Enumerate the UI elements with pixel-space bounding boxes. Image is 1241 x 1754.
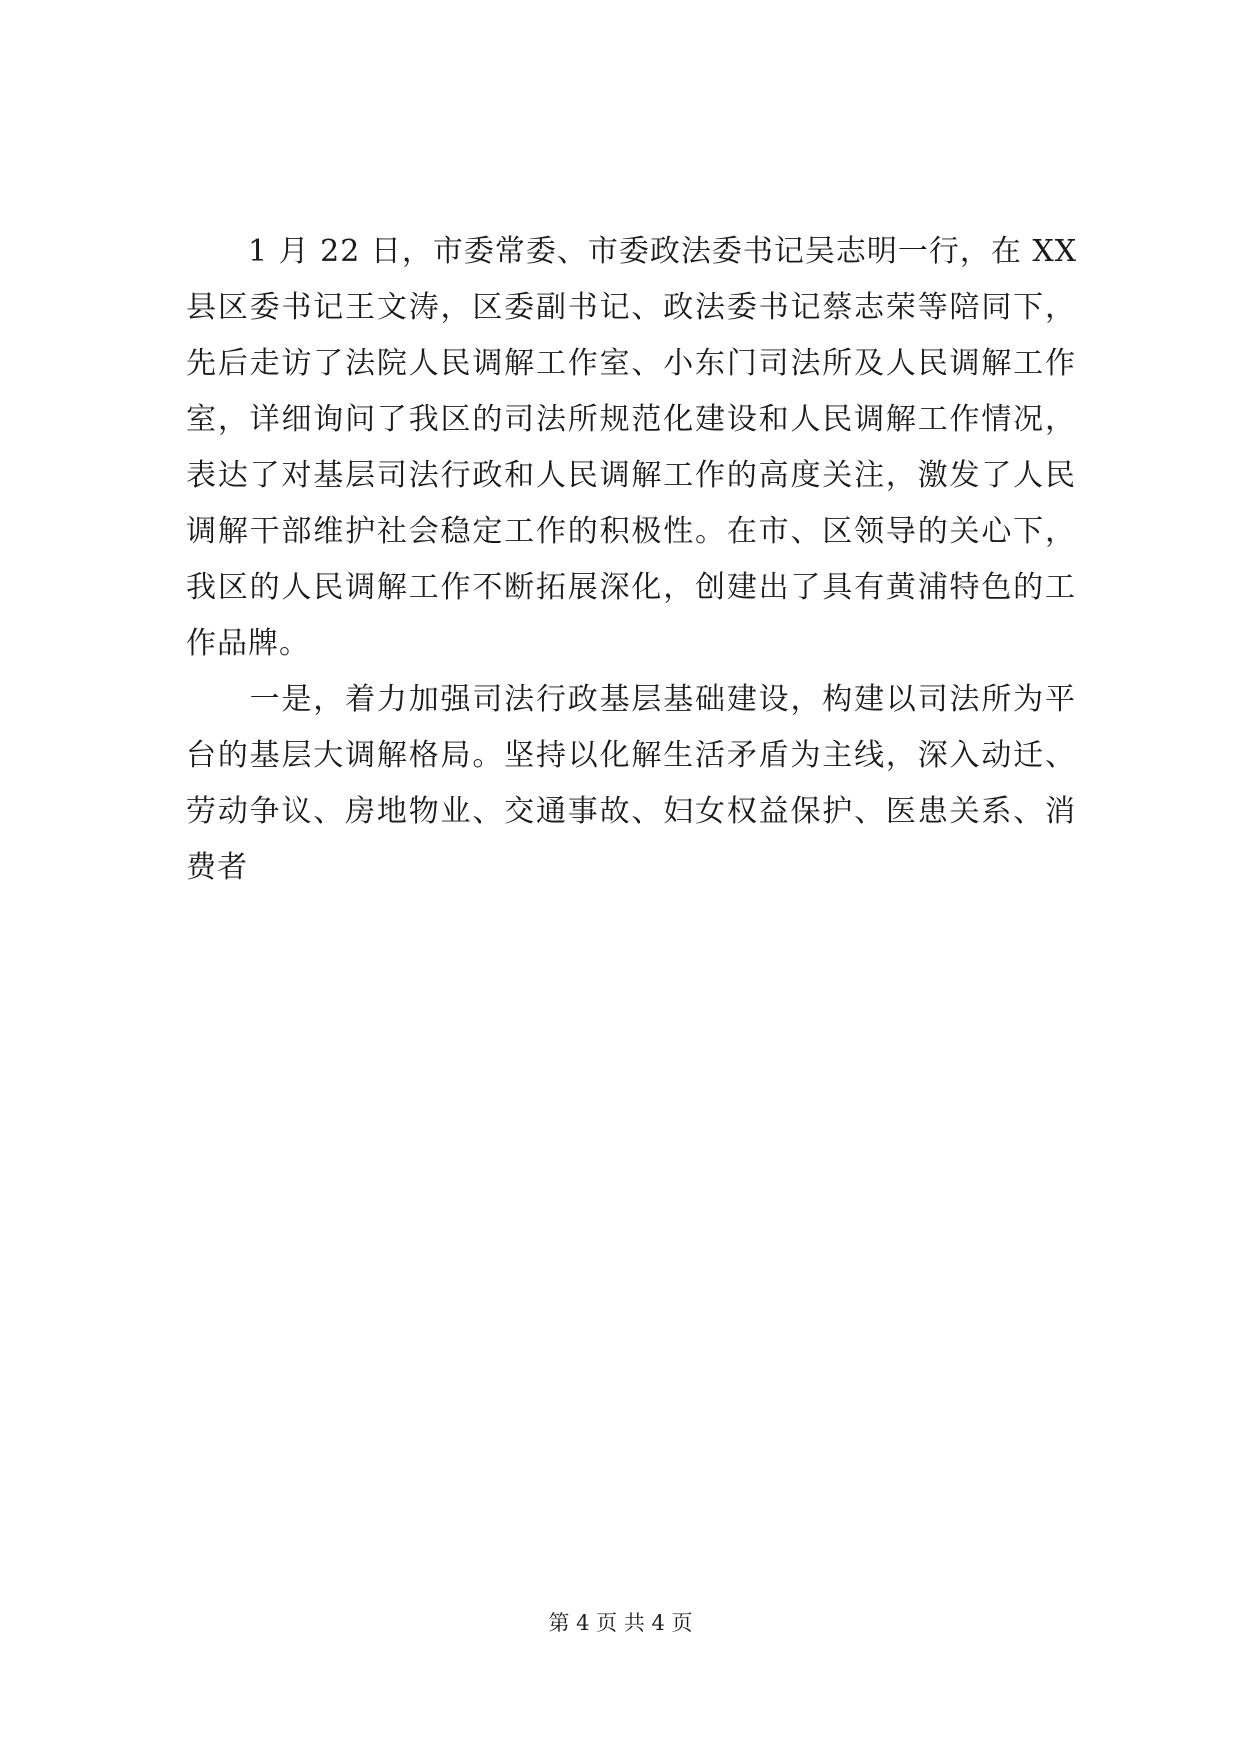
page-number-footer: 第 4 页 共 4 页 xyxy=(548,1611,693,1635)
paragraph-2 xyxy=(186,672,1076,896)
paragraph-line: 我区的人民调解工作不断拓展深化，创建出了具有黄浦特色的工 xyxy=(186,570,1076,605)
paragraph-1 xyxy=(186,224,1076,672)
paragraph-line: 作品牌。 xyxy=(186,626,310,661)
paragraph-line: 表达了对基层司法行政和人民调解工作的高度关注，激发了人民 xyxy=(186,458,1076,493)
paragraph-line: 室，详细询问了我区的司法所规范化建设和人民调解工作情况， xyxy=(186,402,1076,437)
paragraph-line: 台的基层大调解格局。坚持以化解生活矛盾为主线，深入动迁、 xyxy=(186,738,1076,773)
paragraph-line: 1 月 22 日，市委常委、市委政法委书记吴志明一行，在 XX xyxy=(186,234,1078,269)
paragraph-line: 一是，着力加强司法行政基层基础建设，构建以司法所为平 xyxy=(186,682,1076,717)
document-body xyxy=(186,224,1076,896)
paragraph-line: 调解干部维护社会稳定工作的积极性。在市、区领导的关心下， xyxy=(186,514,1076,549)
paragraph-line: 先后走访了法院人民调解工作室、小东门司法所及人民调解工作 xyxy=(186,346,1076,381)
paragraph-line: 县区委书记王文涛，区委副书记、政法委书记蔡志荣等陪同下， xyxy=(186,290,1076,325)
paragraph-line: 劳动争议、房地物业、交通事故、妇女权益保护、医患关系、消 xyxy=(186,794,1076,829)
paragraph-line: 费者 xyxy=(186,850,248,885)
